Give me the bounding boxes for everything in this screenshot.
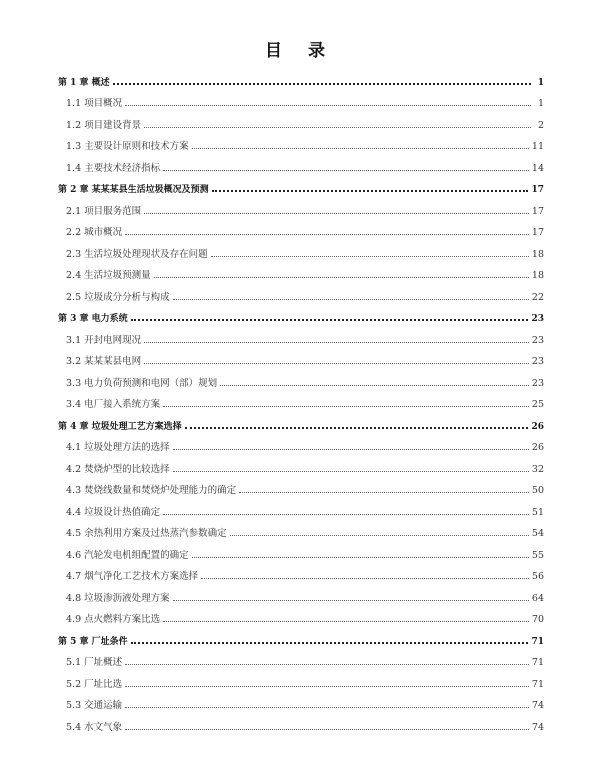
toc-section-entry[interactable]	[58, 711, 544, 733]
toc-entry-page-number: 14	[531, 162, 544, 174]
toc-dot-leader	[125, 104, 531, 106]
toc-entry-page-number: 50	[531, 485, 544, 496]
toc-entry-label: 2.1 项目服务范围	[66, 205, 142, 217]
toc-entry-page-number: 11	[531, 141, 544, 152]
toc-dot-leader	[125, 685, 529, 687]
toc-entry-page-number: 74	[531, 721, 544, 733]
toc-entry-label: 1.2 项目建设背景	[66, 119, 142, 131]
toc-entry-label: 第 3 章 电力系统	[58, 314, 128, 324]
toc-dot-leader	[163, 169, 529, 171]
toc-dot-leader	[144, 212, 529, 214]
toc-dot-leader	[125, 663, 529, 665]
toc-dot-leader	[154, 276, 529, 278]
toc-dot-leader	[201, 577, 529, 579]
toc-section-entry[interactable]	[58, 432, 544, 454]
toc-entry-page-number: 56	[531, 571, 544, 582]
toc-entry-page-number: 26	[531, 442, 544, 453]
toc-entry-label: 1.3 主要设计原则和技术方案	[66, 141, 189, 152]
toc-section-entry[interactable]	[58, 346, 544, 368]
toc-dot-leader	[173, 448, 529, 450]
toc-entry-label: 4.2 焚烧炉型的比较选择	[66, 463, 170, 475]
toc-dot-leader	[220, 384, 529, 386]
toc-chapter-entry[interactable]	[58, 303, 544, 325]
toc-chapter-entry[interactable]	[58, 625, 544, 647]
toc-dot-leader	[211, 255, 529, 257]
toc-dot-leader	[239, 491, 529, 493]
toc-section-entry[interactable]	[58, 281, 544, 303]
toc-entry-page-number: 54	[531, 528, 544, 539]
toc-dot-leader	[144, 126, 531, 128]
toc-chapter-entry[interactable]	[58, 410, 544, 432]
toc-section-entry[interactable]	[58, 109, 544, 131]
toc-entry-label: 2.4 生活垃圾预测量	[66, 270, 151, 281]
toc-entry-page-number: 64	[531, 592, 544, 604]
toc-entry-label: 5.1 厂址概述	[66, 657, 123, 668]
toc-dot-leader	[230, 534, 529, 536]
toc-dot-leader	[163, 405, 529, 407]
toc-entry-label: 5.3 交通运输	[66, 700, 123, 711]
toc-section-entry[interactable]	[58, 475, 544, 497]
toc-section-entry[interactable]	[58, 496, 544, 518]
toc-dot-leader	[173, 298, 529, 300]
toc-dot-leader	[125, 233, 529, 235]
toc-entry-page-number: 71	[531, 657, 544, 668]
toc-entry-page-number: 18	[531, 248, 544, 260]
toc-chapter-entry[interactable]	[58, 174, 544, 196]
toc-entry-page-number: 23	[531, 377, 544, 389]
toc-dot-leader	[173, 470, 529, 472]
toc-entry-label: 4.5 余热利用方案及过热蒸汽参数确定	[66, 528, 227, 539]
toc-entry-label: 5.4 水文气象	[66, 721, 123, 733]
toc-entry-page-number: 51	[531, 506, 544, 518]
toc-entry-page-number: 26	[531, 421, 544, 432]
toc-entry-page-number: 2	[537, 119, 544, 131]
toc-section-entry[interactable]	[58, 131, 544, 153]
toc-section-entry[interactable]	[58, 539, 544, 561]
toc-entry-label: 第 5 章 厂址条件	[58, 636, 128, 647]
toc-section-entry[interactable]	[58, 453, 544, 475]
toc-section-entry[interactable]	[58, 561, 544, 583]
toc-dot-leader	[131, 641, 529, 644]
toc-entry-page-number: 23	[531, 356, 544, 367]
toc-dot-leader	[125, 706, 529, 708]
toc-dot-leader	[144, 362, 529, 364]
toc-dot-leader	[173, 599, 529, 601]
toc-section-entry[interactable]	[58, 647, 544, 669]
toc-entry-page-number: 71	[531, 678, 544, 690]
toc-entry-label: 2.2 城市概况	[66, 227, 123, 238]
toc-dot-leader	[125, 728, 529, 730]
toc-dot-leader	[163, 620, 529, 622]
toc-entry-label: 2.5 垃圾成分分析与构成	[66, 291, 170, 303]
toc-dot-leader	[192, 147, 529, 149]
toc-entry-label: 1.4 主要技术经济指标	[66, 162, 161, 174]
toc-entry-label: 4.4 垃圾设计热值确定	[66, 506, 161, 518]
toc-entry-label: 1.1 项目概况	[66, 98, 123, 109]
toc-section-entry[interactable]	[58, 88, 544, 110]
toc-section-entry[interactable]	[58, 604, 544, 626]
toc-entry-label: 3.2 某某某县电网	[66, 356, 142, 367]
toc-entry-label: 4.1 垃圾处理方法的选择	[66, 442, 170, 453]
toc-dot-leader	[144, 341, 529, 343]
toc-section-entry[interactable]	[58, 582, 544, 604]
toc-entry-label: 3.1 开封电网现况	[66, 334, 142, 346]
toc-entry-page-number: 23	[531, 334, 544, 346]
toc-entry-page-number: 25	[531, 399, 544, 410]
toc-entry-label: 2.3 生活垃圾处理现状及存在问题	[66, 248, 208, 260]
toc-entry-page-number: 74	[531, 700, 544, 711]
toc-section-entry[interactable]	[58, 668, 544, 690]
toc-entry-label: 第 1 章 概述	[58, 77, 110, 88]
page-title: 目 录	[265, 41, 335, 61]
toc-entry-page-number: 23	[531, 314, 544, 324]
toc-section-entry[interactable]	[58, 518, 544, 540]
table-of-contents	[58, 66, 544, 733]
toc-section-entry[interactable]	[58, 324, 544, 346]
toc-entry-page-number: 18	[531, 270, 544, 281]
toc-entry-page-number: 55	[531, 549, 544, 561]
toc-section-entry[interactable]	[58, 389, 544, 411]
toc-entry-page-number: 17	[531, 185, 544, 195]
toc-entry-label: 第 4 章 垃圾处理工艺方案选择	[58, 421, 182, 432]
toc-entry-page-number: 32	[531, 463, 544, 475]
toc-dot-leader	[131, 318, 529, 321]
toc-dot-leader	[163, 513, 529, 515]
toc-section-entry[interactable]	[58, 260, 544, 282]
toc-entry-label: 4.3 焚烧线数量和焚烧炉处理能力的确定	[66, 485, 237, 496]
toc-section-entry[interactable]	[58, 238, 544, 260]
toc-entry-page-number: 17	[531, 205, 544, 217]
toc-entry-page-number: 71	[531, 636, 544, 647]
toc-section-entry[interactable]	[58, 367, 544, 389]
toc-dot-leader	[212, 189, 529, 192]
toc-section-entry[interactable]	[58, 195, 544, 217]
toc-entry-page-number: 1	[537, 77, 544, 88]
toc-entry-label: 4.6 汽轮发电机组配置的确定	[66, 549, 189, 561]
toc-entry-page-number: 17	[531, 227, 544, 238]
toc-dot-leader	[113, 82, 531, 85]
toc-entry-label: 4.9 点火燃料方案比选	[66, 614, 161, 625]
toc-entry-label: 4.8 垃圾渗沥液处理方案	[66, 592, 170, 604]
toc-entry-label: 3.3 电力负荷预测和电网（部）规划	[66, 377, 218, 389]
toc-section-entry[interactable]	[58, 690, 544, 712]
toc-entry-label: 4.7 烟气净化工艺技术方案选择	[66, 571, 199, 582]
toc-entry-page-number: 1	[537, 98, 544, 109]
toc-section-entry[interactable]	[58, 152, 544, 174]
toc-section-entry[interactable]	[58, 217, 544, 239]
toc-dot-leader	[192, 556, 529, 558]
toc-chapter-entry[interactable]	[58, 66, 544, 88]
toc-dot-leader	[185, 426, 529, 429]
toc-entry-label: 5.2 厂址比选	[66, 678, 123, 690]
toc-entry-label: 3.4 电厂接入系统方案	[66, 399, 161, 410]
toc-entry-page-number: 22	[531, 291, 544, 303]
toc-entry-label: 第 2 章 某某某县生活垃圾概况及预测	[58, 185, 209, 195]
toc-entry-page-number: 70	[531, 614, 544, 625]
